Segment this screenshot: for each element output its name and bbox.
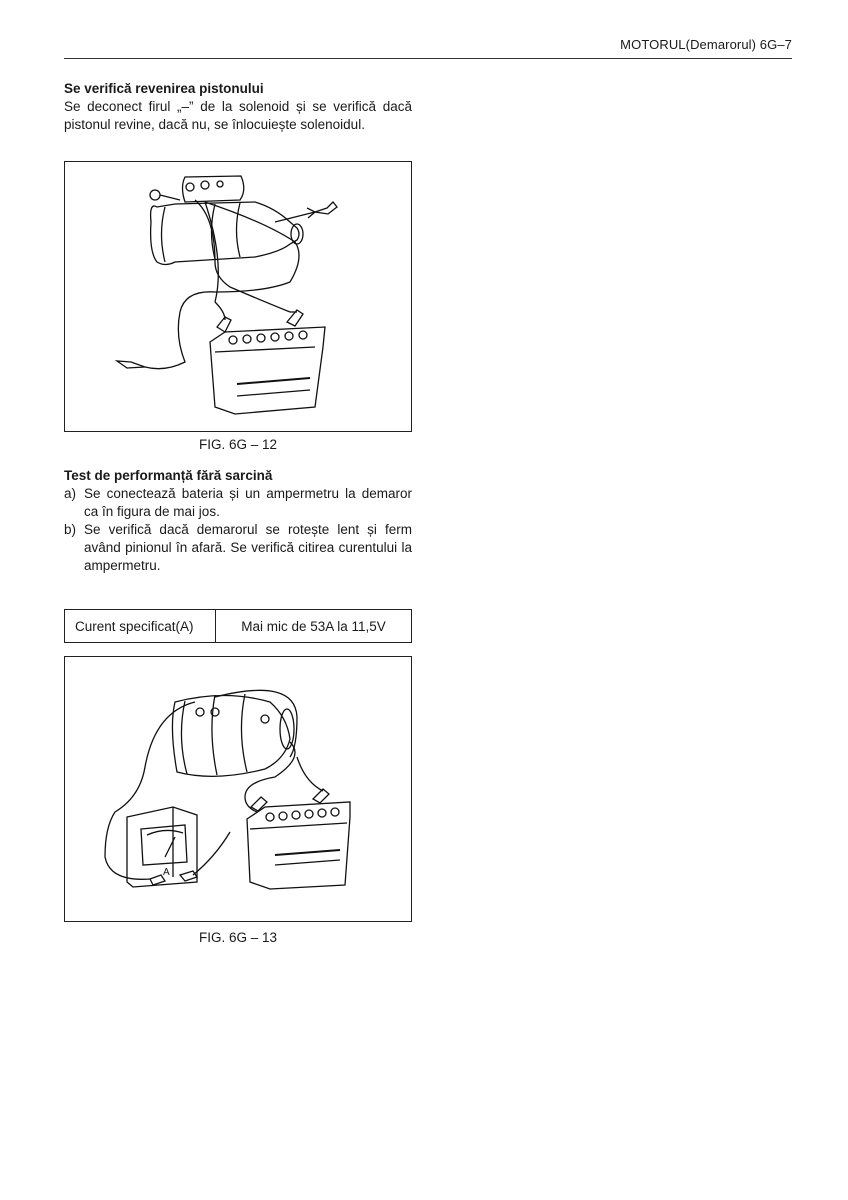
spec-table <box>64 609 412 643</box>
table-row <box>65 610 412 643</box>
figure-6g-13 <box>64 656 412 922</box>
header-rule <box>64 58 792 59</box>
spec-value-cell: Mai mic de 53A la 11,5V <box>216 610 412 643</box>
list-text: Se verifică dacă demarorul se rotește lent și ferm având pinionul în afară. Se verifică citirea curentului la ampermetru. <box>84 522 412 573</box>
list-marker: b) <box>64 522 77 537</box>
page-header: MOTORUL(Demarorul) 6G–7 <box>620 37 792 52</box>
list-item <box>64 485 412 521</box>
list-text: Se conectează bateria și un ampermetru la demaror ca în figura de mai jos. <box>84 486 412 519</box>
no-load-test-illustration <box>65 657 411 921</box>
section-heading-piston-return: Se verifică revenirea pistonului <box>64 81 264 96</box>
section-no-load-test <box>64 467 412 575</box>
figure-6g-12-caption: FIG. 6G – 12 <box>198 437 278 452</box>
list-marker: a) <box>64 486 77 501</box>
starter-solenoid-test-illustration <box>65 162 411 431</box>
figure-6g-13-caption: FIG. 6G – 13 <box>198 930 278 945</box>
ammeter-label: A <box>163 867 170 878</box>
section-heading-no-load-test: Test de performanță fără sarcină <box>64 468 273 483</box>
section-text-piston-return: Se deconect firul „–” de la solenoid și se verifică dacă pistonul revine, dacă nu, se înlocuiește solenoidul. <box>64 99 412 132</box>
list-item <box>64 521 412 575</box>
figure-6g-12 <box>64 161 412 432</box>
section-piston-return <box>64 80 412 134</box>
spec-label-cell: Curent specificat(A) <box>65 610 216 643</box>
no-load-test-steps <box>64 485 412 575</box>
